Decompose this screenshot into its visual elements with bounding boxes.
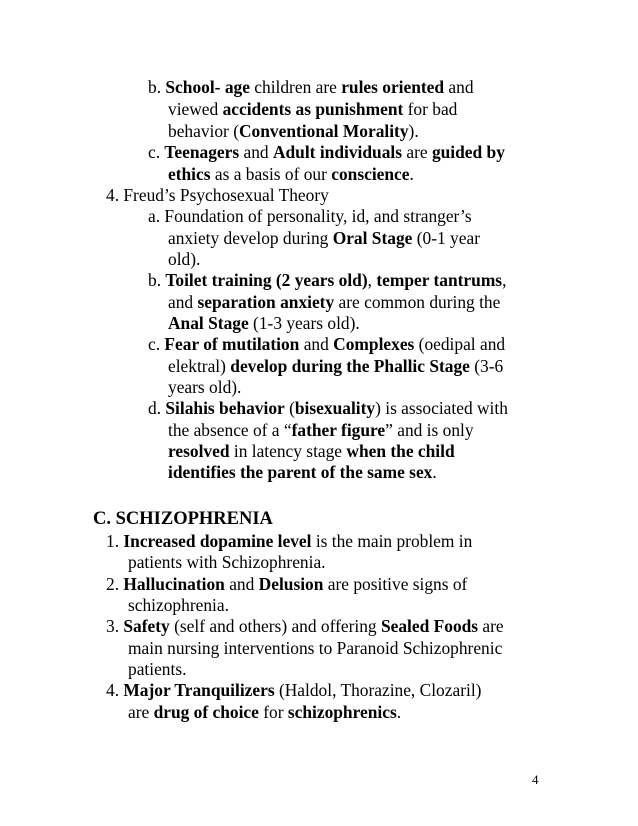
text-line <box>128 638 502 659</box>
text-line <box>106 531 472 552</box>
bold-text: ethics <box>168 164 211 184</box>
text-line <box>168 441 455 462</box>
bold-text: School- age <box>165 77 250 97</box>
text-segment: c. <box>148 142 165 162</box>
text-segment: (3-6 <box>469 356 504 376</box>
bold-text: Oral Stage <box>332 228 413 248</box>
text-segment: , <box>367 270 377 290</box>
text-line <box>168 164 414 185</box>
bold-text: Increased dopamine level <box>123 531 312 551</box>
text-line <box>128 659 186 680</box>
text-line <box>148 206 472 227</box>
bold-text: Conventional Morality <box>238 121 409 141</box>
text-segment: b. <box>148 77 166 97</box>
text-line <box>168 99 457 120</box>
text-segment: as a basis of our <box>210 164 332 184</box>
text-segment: and <box>239 142 273 162</box>
text-segment: patients with Schizophrenia. <box>128 552 326 572</box>
bold-text: schizophrenics <box>287 702 397 722</box>
text-line <box>168 420 474 441</box>
bold-text: rules oriented <box>341 77 445 97</box>
text-segment: and <box>168 292 198 312</box>
section-heading <box>93 509 273 530</box>
bold-text: Hallucination <box>123 574 225 594</box>
bold-text: guided by <box>431 142 505 162</box>
bold-text: Sealed Foods <box>380 616 479 636</box>
text-line <box>128 552 326 573</box>
text-line <box>168 292 500 313</box>
text-segment: . <box>409 164 414 184</box>
bold-text: Silahis behavior <box>165 398 285 418</box>
bold-text: when the child <box>346 441 455 461</box>
text-segment: ( <box>284 398 295 418</box>
text-segment: ” and is only <box>385 420 474 440</box>
text-segment: . <box>432 462 437 482</box>
text-segment: b. <box>148 270 166 290</box>
text-line <box>106 185 329 206</box>
bold-text: accidents as punishment <box>222 99 404 119</box>
text-segment: and <box>299 334 334 354</box>
text-line <box>148 77 474 98</box>
text-line <box>168 313 360 334</box>
text-segment: old). <box>168 249 201 269</box>
text-line <box>128 595 229 616</box>
text-segment: are common during the <box>334 292 501 312</box>
text-line <box>168 377 241 398</box>
text-segment: anxiety develop during <box>168 228 333 248</box>
bold-text: drug of choice <box>153 702 259 722</box>
bold-text: develop during the Phallic Stage <box>230 356 470 376</box>
text-segment: for bad <box>403 99 458 119</box>
text-segment: . <box>396 702 402 722</box>
text-line <box>168 228 480 249</box>
bold-text: C. SCHIZOPHRENIA <box>93 509 273 529</box>
text-segment: and <box>224 574 259 594</box>
text-line <box>168 356 503 377</box>
bold-text: identifies the parent of the same sex <box>168 462 433 482</box>
text-segment: c. <box>148 334 165 354</box>
bold-text: Adult individuals <box>272 142 402 162</box>
bold-text: conscience <box>331 164 410 184</box>
text-segment: (self and others) and offering <box>169 616 381 636</box>
text-segment: (Haldol, Thorazine, Clozaril) <box>274 680 482 700</box>
text-segment: children are <box>249 77 342 97</box>
bold-text: Teenagers <box>164 142 240 162</box>
text-segment: 4. Freud’s Psychosexual Theory <box>106 185 329 205</box>
text-segment: ). <box>408 121 419 141</box>
text-line <box>106 680 481 701</box>
bold-text: Delusion <box>258 574 324 594</box>
bold-text: Major Tranquilizers <box>123 680 275 700</box>
text-line <box>106 616 504 637</box>
bold-text: Anal Stage <box>168 313 249 333</box>
text-segment: a. Foundation of personality, id, and stranger’s <box>148 206 472 226</box>
text-line <box>148 398 508 419</box>
text-segment: are positive signs of <box>323 574 468 594</box>
bold-text: Complexes <box>333 334 415 354</box>
bold-text: father figure <box>291 420 386 440</box>
text-segment: viewed <box>168 99 223 119</box>
text-segment: schizophrenia. <box>128 595 229 615</box>
text-line <box>148 270 506 291</box>
text-line <box>168 462 437 483</box>
text-line <box>106 574 467 595</box>
text-segment: the absence of a “ <box>168 420 292 440</box>
text-segment: (1-3 years old). <box>248 313 360 333</box>
text-segment: are <box>402 142 432 162</box>
text-segment: is the main problem in <box>311 531 473 551</box>
text-segment: d. <box>148 398 166 418</box>
text-segment: ) is associated with <box>375 398 508 418</box>
bold-text: Safety <box>123 616 170 636</box>
text-segment: are <box>128 702 154 722</box>
bold-text: Toilet training (2 years old) <box>165 270 368 290</box>
text-segment: for <box>258 702 288 722</box>
text-line <box>168 121 419 142</box>
text-segment: main nursing interventions to Paranoid Schizophrenic <box>128 638 503 658</box>
text-line <box>168 249 200 270</box>
text-segment: and <box>444 77 474 97</box>
text-segment: years old). <box>168 377 242 397</box>
text-segment: are <box>478 616 504 636</box>
text-line <box>148 142 505 163</box>
text-segment: 4. <box>106 680 124 700</box>
bold-text: resolved <box>168 441 230 461</box>
text-segment: (0-1 year <box>412 228 480 248</box>
bold-text: Fear of mutilation <box>164 334 300 354</box>
text-segment: , <box>502 270 507 290</box>
bold-text: bisexuality <box>294 398 376 418</box>
text-segment: behavior ( <box>168 121 239 141</box>
text-line <box>148 334 505 355</box>
bold-text: separation anxiety <box>197 292 335 312</box>
text-segment: 3. <box>106 616 124 636</box>
text-segment: (oedipal and <box>414 334 506 354</box>
text-line <box>128 702 401 723</box>
bold-text: temper tantrums <box>376 270 503 290</box>
text-segment: elektral) <box>168 356 231 376</box>
text-segment: in latency stage <box>229 441 347 461</box>
page-number: 4 <box>532 772 539 787</box>
text-segment: patients. <box>128 659 187 679</box>
text-segment: 1. <box>106 531 124 551</box>
text-segment: 2. <box>106 574 124 594</box>
